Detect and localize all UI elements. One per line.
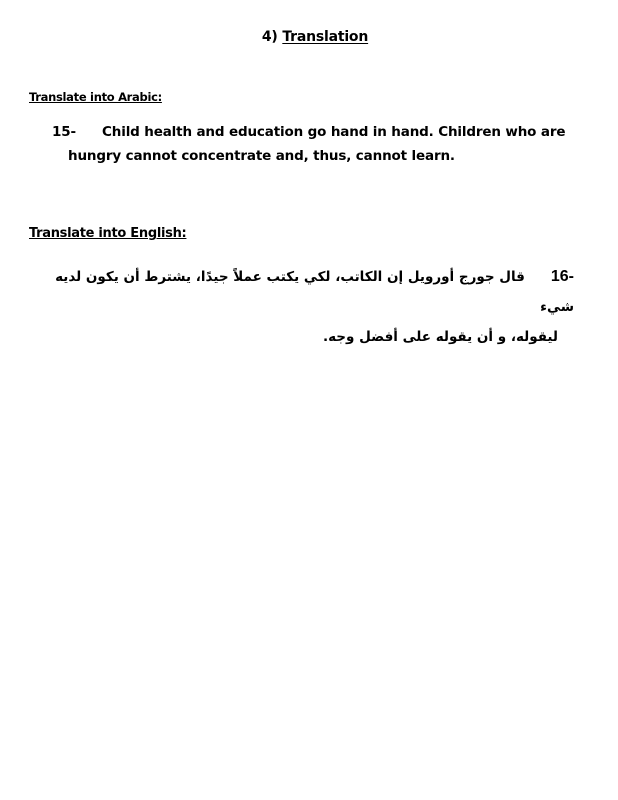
page-title <box>0 29 618 45</box>
item-number: 16- <box>550 268 574 285</box>
item-number: 15- <box>52 124 76 140</box>
item-text-line-1: Child health and education go hand in hand. Children who are <box>102 124 566 140</box>
item-text-line-2: hungry cannot concentrate and, thus, cannot learn. <box>68 148 455 164</box>
title-number: 4) <box>261 29 278 45</box>
exercise-item-15 <box>52 120 597 168</box>
translate-into-english-heading: Translate into English: <box>29 226 187 241</box>
item-text-line-2: ليقوله، و أن يقوله على أفضل وجه. <box>322 329 558 345</box>
item-text-line-1: قال جورج أورويل إن الكاتب، لكي يكتب عملاً جيدًا، يشترط أن يكون لديه شيء <box>55 269 574 315</box>
title-text: Translation <box>282 29 369 45</box>
exercise-item-16 <box>54 262 574 352</box>
translate-into-arabic-heading: Translate into Arabic: <box>29 90 162 104</box>
